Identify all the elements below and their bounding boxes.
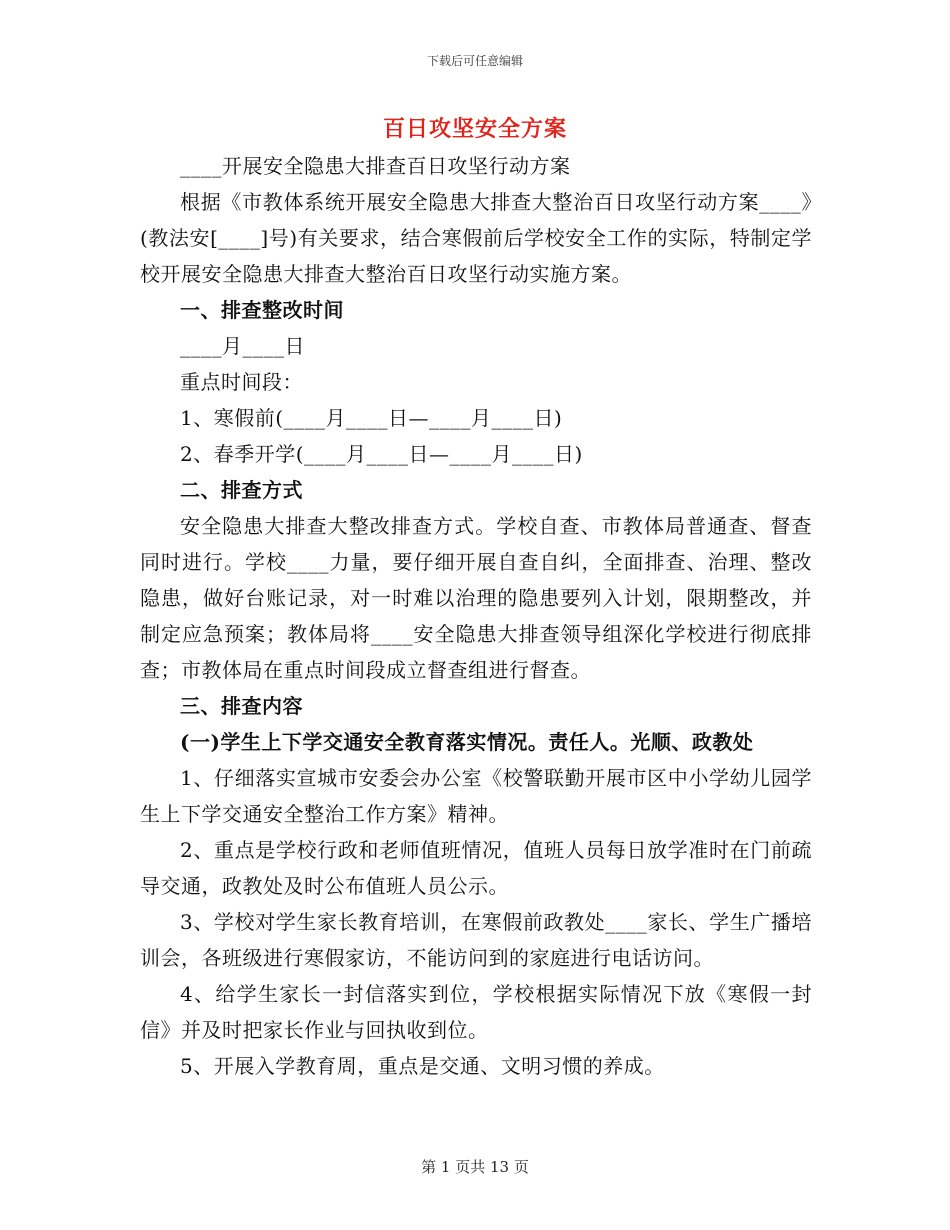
content-item-1: 1、仔细落实宣城市安委会办公室《校警联勤开展市区中小学幼儿园学生上下学交通安全整治工作方案》精神。 (140, 766, 812, 826)
page-number-footer: 第 1 页共 13 页 (421, 1158, 529, 1176)
content-item-4: 4、给学生家长一封信落实到位，学校根据实际情况下放《寒假一封信》并及时把家长作业与回执收到位。 (140, 982, 812, 1042)
section-heading-2: 二、排查方式 (180, 478, 303, 502)
date-line: ____月____日 (180, 334, 305, 358)
method-paragraph: 安全隐患大排查大整改排查方式。学校自查、市教体局普通查、督查同时进行。学校____力量，要仔细开展自查自纠，全面排查、治理、整改隐患，做好台账记录，对一时难以治理的隐患要列入计划，限期整改，并制定应急预案；教体局将____安全隐患大排查领导组深化学校进行彻底排查；市教体局在重点时间段成立督查组进行督查。 (140, 514, 812, 682)
content-item-3: 3、学校对学生家长教育培训，在寒假前政教处____家长、学生广播培训会，各班级进行寒假家访，不能访问到的家庭进行电话访问。 (140, 910, 812, 970)
document-title: 百日攻坚安全方案 (382, 116, 567, 142)
content-item-2: 2、重点是学校行政和老师值班情况，值班人员每日放学准时在门前疏导交通，政教处及时公布值班人员公示。 (140, 838, 812, 898)
subsection-heading-1: (一)学生上下学交通安全教育落实情况。责任人。光顺、政教处 (180, 730, 754, 754)
document-body (140, 148, 812, 1084)
page-header-note: 下载后可任意编辑 (426, 54, 523, 68)
section-heading-1: 一、排查整改时间 (180, 298, 344, 322)
section-heading-3: 三、排查内容 (180, 694, 303, 718)
intro-paragraph: 根据《市教体系统开展安全隐患大排查大整治百日攻坚行动方案____》(教法安[____]号)有关要求，结合寒假前后学校安全工作的实际，特制定学校开展安全隐患大排查大整治百日攻坚行动实施方案。 (140, 190, 812, 286)
content-item-5: 5、开展入学教育周，重点是交通、文明习惯的养成。 (180, 1054, 665, 1078)
key-period-label: 重点时间段： (180, 370, 303, 394)
period-item-1: 1、寒假前(____月____日—____月____日) (180, 406, 563, 430)
subtitle-paragraph: ____开展安全隐患大排查百日攻坚行动方案 (180, 154, 571, 178)
period-item-2: 2、春季开学(____月____日—____月____日) (180, 442, 583, 466)
